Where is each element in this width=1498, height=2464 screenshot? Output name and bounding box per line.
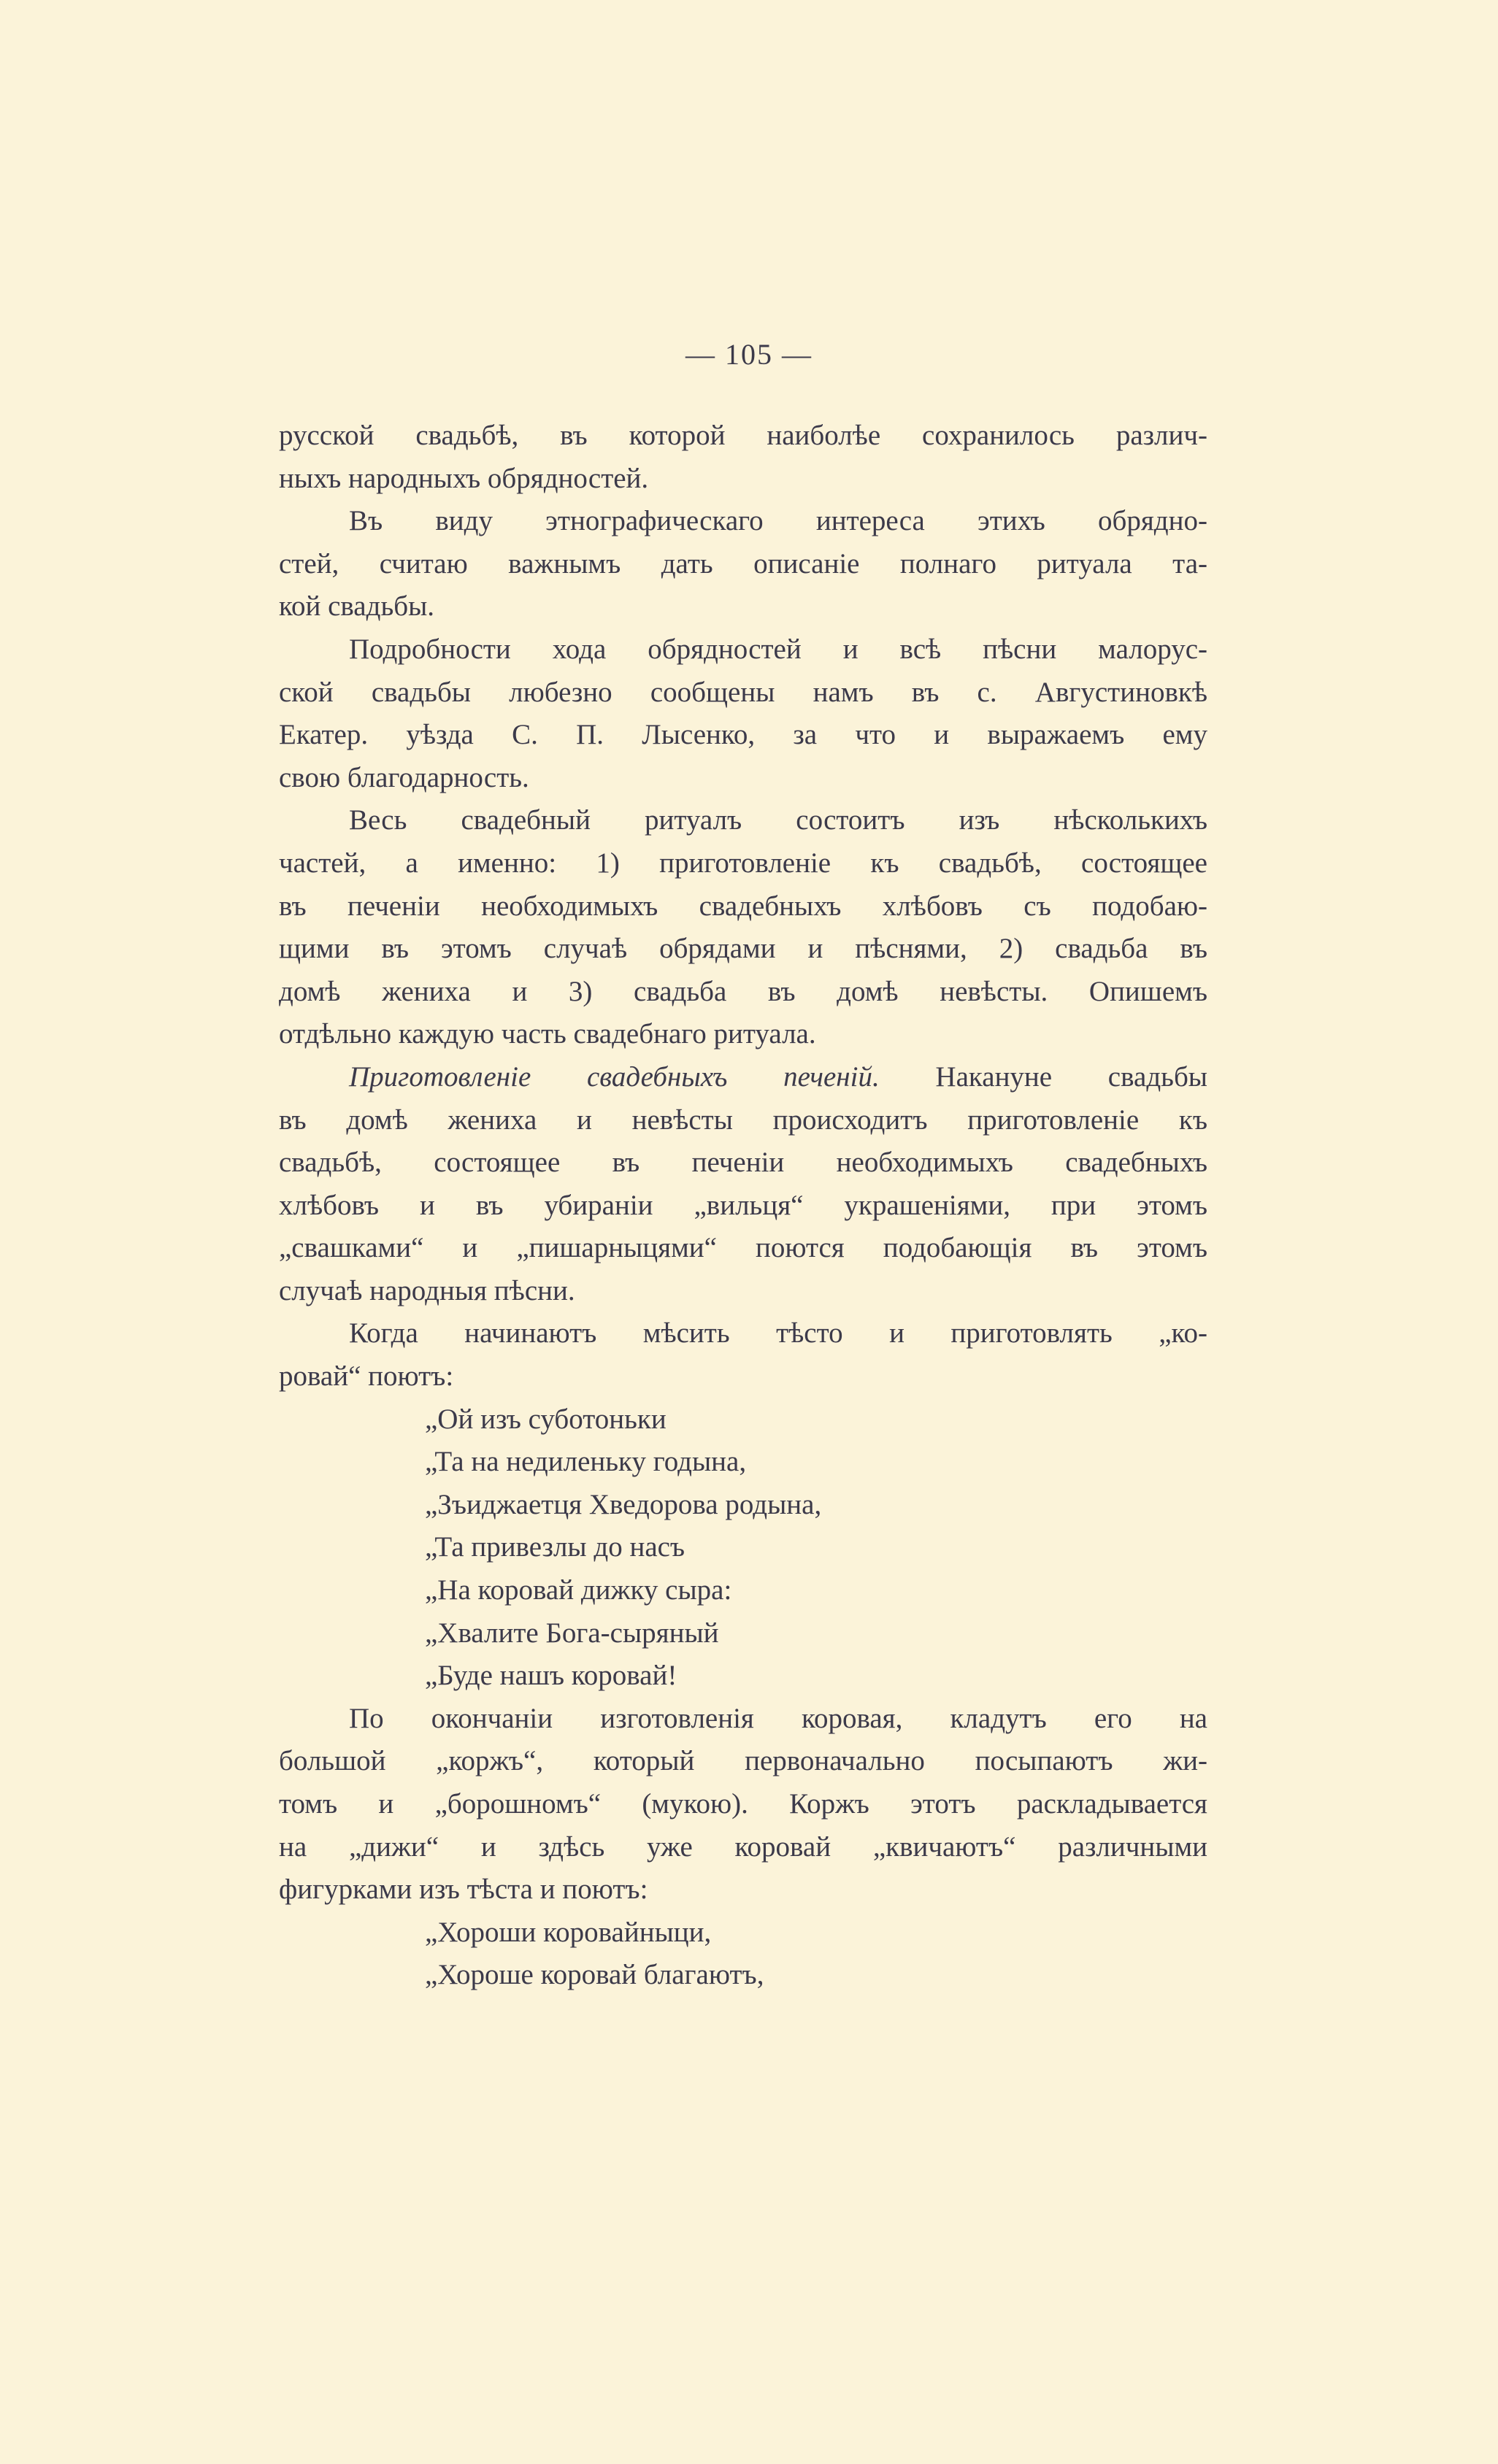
text-line: свадьбѣ, состоящее въ печеніи необходимыхъ свадебныхъ — [279, 1147, 1207, 1179]
body-text — [279, 415, 1207, 1997]
text-line: большой „коржъ“, который первоначально посыпаютъ жи- — [279, 1745, 1207, 1777]
text-line: случаѣ народныя пѣсни. — [279, 1274, 575, 1306]
verse-line: „Зъиджаетця Хведорова родына, — [425, 1488, 822, 1520]
text-line: Екатер. уѣзда С. П. Лысенко, за что и выражаемъ ему — [279, 719, 1207, 751]
text-line: фигурками изъ тѣста и поютъ: — [279, 1874, 648, 1906]
text-line: Въ виду этнографическаго интереса этихъ обрядно- — [349, 505, 1207, 537]
verse-line: „Ой изъ суботоньки — [425, 1403, 667, 1435]
text-line-rest: Накануне свадьбы — [935, 1060, 1207, 1093]
verse-line: „Та на недиленьку годына, — [425, 1446, 747, 1478]
verse-line: „На коровай дижку сыра: — [425, 1574, 732, 1606]
verse-line: „Хороши коровайныци, — [425, 1916, 712, 1948]
text-line: домѣ жениха и 3) свадьба въ домѣ невѣсты. Опишемъ — [279, 975, 1207, 1007]
text-line: щими въ этомъ случаѣ обрядами и пѣснями, 2) свадьба въ — [279, 933, 1207, 965]
verse-line: „Буде нашъ коровай! — [425, 1660, 677, 1692]
text-line: Когда начинаютъ мѣсить тѣсто и приготовлять „ко- — [349, 1317, 1207, 1350]
verse-line: „Та привезлы до насъ — [425, 1531, 685, 1563]
section-heading: Приготовленіе свадебныхъ печеній. — [349, 1060, 880, 1093]
text-line: въ домѣ жениха и невѣсты происходитъ приготовленіе къ — [279, 1104, 1207, 1136]
text-line: Весь свадебный ритуалъ состоитъ изъ нѣсколькихъ — [349, 804, 1207, 836]
text-line: кой свадьбы. — [279, 590, 435, 623]
text-line: на „дижи“ и здѣсь уже коровай „квичаютъ“ различными — [279, 1830, 1207, 1863]
text-line: ныхъ народныхъ обрядностей. — [279, 462, 649, 494]
text-line: отдѣльно каждую часть свадебнаго ритуала. — [279, 1018, 816, 1050]
text-line: „свашками“ и „пишарныцями“ поются подобающія въ этомъ — [279, 1232, 1207, 1264]
text-line: ской свадьбы любезно сообщены намъ въ с. Августиновкѣ — [279, 676, 1207, 708]
page-number: — 105 — — [685, 338, 813, 371]
text-line: въ печеніи необходимыхъ свадебныхъ хлѣбовъ съ подобаю- — [279, 890, 1207, 922]
text-line: русской свадьбѣ, въ которой наиболѣе сохранилось различ- — [279, 420, 1207, 451]
text-line: стей, считаю важнымъ дать описаніе полнаго ритуала та- — [279, 547, 1207, 580]
verse-line: „Хороше коровай благаютъ, — [425, 1959, 764, 1991]
text-line: Подробности хода обрядностей и всѣ пѣсни малорус- — [349, 633, 1207, 665]
text-line: томъ и „борошномъ“ (мукою). Коржъ этотъ раскладывается — [279, 1788, 1207, 1820]
text-line — [279, 1056, 1207, 1099]
text-line: частей, а именно: 1) приготовленіе къ свадьбѣ, состоящее — [279, 847, 1207, 879]
text-line: хлѣбовъ и въ убираніи „вильця“ украшеніями, при этомъ — [279, 1189, 1207, 1221]
verse-line: „Хвалите Бога-сыряный — [425, 1617, 719, 1649]
text-line: ровай“ поютъ: — [279, 1360, 454, 1393]
text-line: По окончаніи изготовленія коровая, кладутъ его на — [349, 1702, 1207, 1734]
text-line: свою благодарность. — [279, 761, 529, 793]
